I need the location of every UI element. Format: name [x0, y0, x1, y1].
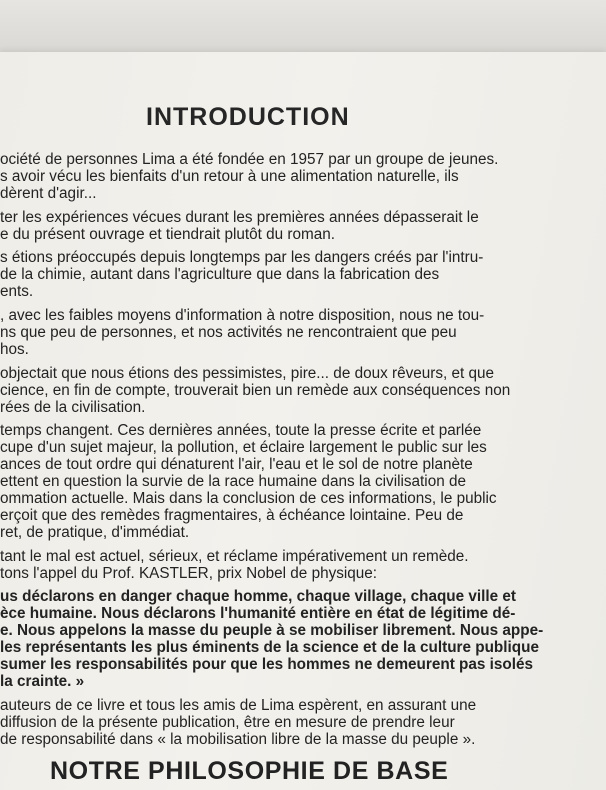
text-line: tant le mal est actuel, sérieux, et réclame impérativement un remède. — [0, 547, 469, 565]
text-line: diffusion de la présente publication, être en mesure de prendre leur — [0, 713, 455, 731]
quote-line: la crainte. » — [0, 672, 85, 690]
text-line: erçoit que des remèdes fragmentaires, à échéance lointaine. Peu de — [0, 506, 464, 524]
text-line: ter les expériences vécues durant les premières années dépasserait le — [0, 208, 479, 226]
text-line: de responsabilité dans « la mobilisation libre de la masse du peuple ». — [0, 730, 476, 748]
text-line: hos. — [0, 340, 29, 358]
text-line: ociété de personnes Lima a été fondée en 1957 par un groupe de jeunes. — [0, 151, 499, 168]
text-line: temps changent. Ces dernières années, toute la presse écrite et parlée — [0, 422, 482, 440]
quote-line: sumer les responsabilités pour que les hommes ne demeurent pas isolés — [0, 656, 534, 674]
quote-line: èce humaine. Nous déclarons l'humanité entière en état de légitime dé- — [0, 605, 516, 623]
text-line: cupe d'un sujet majeur, la pollution, et éclaire largement le public sur les — [0, 439, 487, 457]
text-line: ommation actuelle. Mais dans la conclusion de ces informations, le public — [0, 490, 497, 508]
body-text — [0, 152, 606, 749]
text-line: , avec les faibles moyens d'information à notre disposition, nous ne tou- — [0, 307, 485, 325]
text-line: dèrent d'agir... — [0, 184, 97, 202]
quote-line: us déclarons en danger chaque homme, chaque village, chaque ville et — [0, 588, 517, 606]
text-line: s avoir vécu les bienfaits d'un retour à une alimentation naturelle, ils — [0, 167, 459, 185]
quote-line: e. Nous appelons la masse du peuple à se mobiliser librement. Nous appe- — [0, 622, 544, 640]
text-line: tons l'appel du Prof. KASTLER, prix Nobel de physique: — [0, 564, 378, 582]
text-line: ret, de pratique, d'immédiat. — [0, 523, 190, 541]
text-line: de la chimie, autant dans l'agriculture que dans la fabrication des — [0, 266, 440, 284]
text-line: cience, en fin de compte, trouverait bien un remède aux conséquences non — [0, 381, 511, 399]
quote-line: les représentants les plus éminents de la science et de la culture publique — [0, 639, 539, 657]
text-line: auteurs de ce livre et tous les amis de Lima espèrent, en assurant une — [0, 696, 477, 714]
book-page — [0, 52, 606, 790]
text-line: ents. — [0, 283, 34, 301]
text-line: ettent en question la survie de la race humaine dans la civilisation de — [0, 473, 466, 491]
text-line: ances de tout ordre qui dénaturent l'air, l'eau et le sol de notre planète — [0, 456, 473, 474]
page-heading: INTRODUCTION — [146, 103, 350, 131]
text-line: objectait que nous étions des pessimistes, pire... de doux rêveurs, et que — [0, 364, 495, 382]
section-heading: NOTRE PHILOSOPHIE DE BASE — [50, 757, 449, 785]
text-line: e du présent ouvrage et tiendrait plutôt du roman. — [0, 225, 336, 243]
text-line: s étions préoccupés depuis longtemps par les dangers créés par l'intru- — [0, 249, 484, 267]
text-line: ns que peu de personnes, et nos activités ne rencontraient que peu — [0, 324, 457, 342]
text-line: rées de la civilisation. — [0, 398, 146, 416]
